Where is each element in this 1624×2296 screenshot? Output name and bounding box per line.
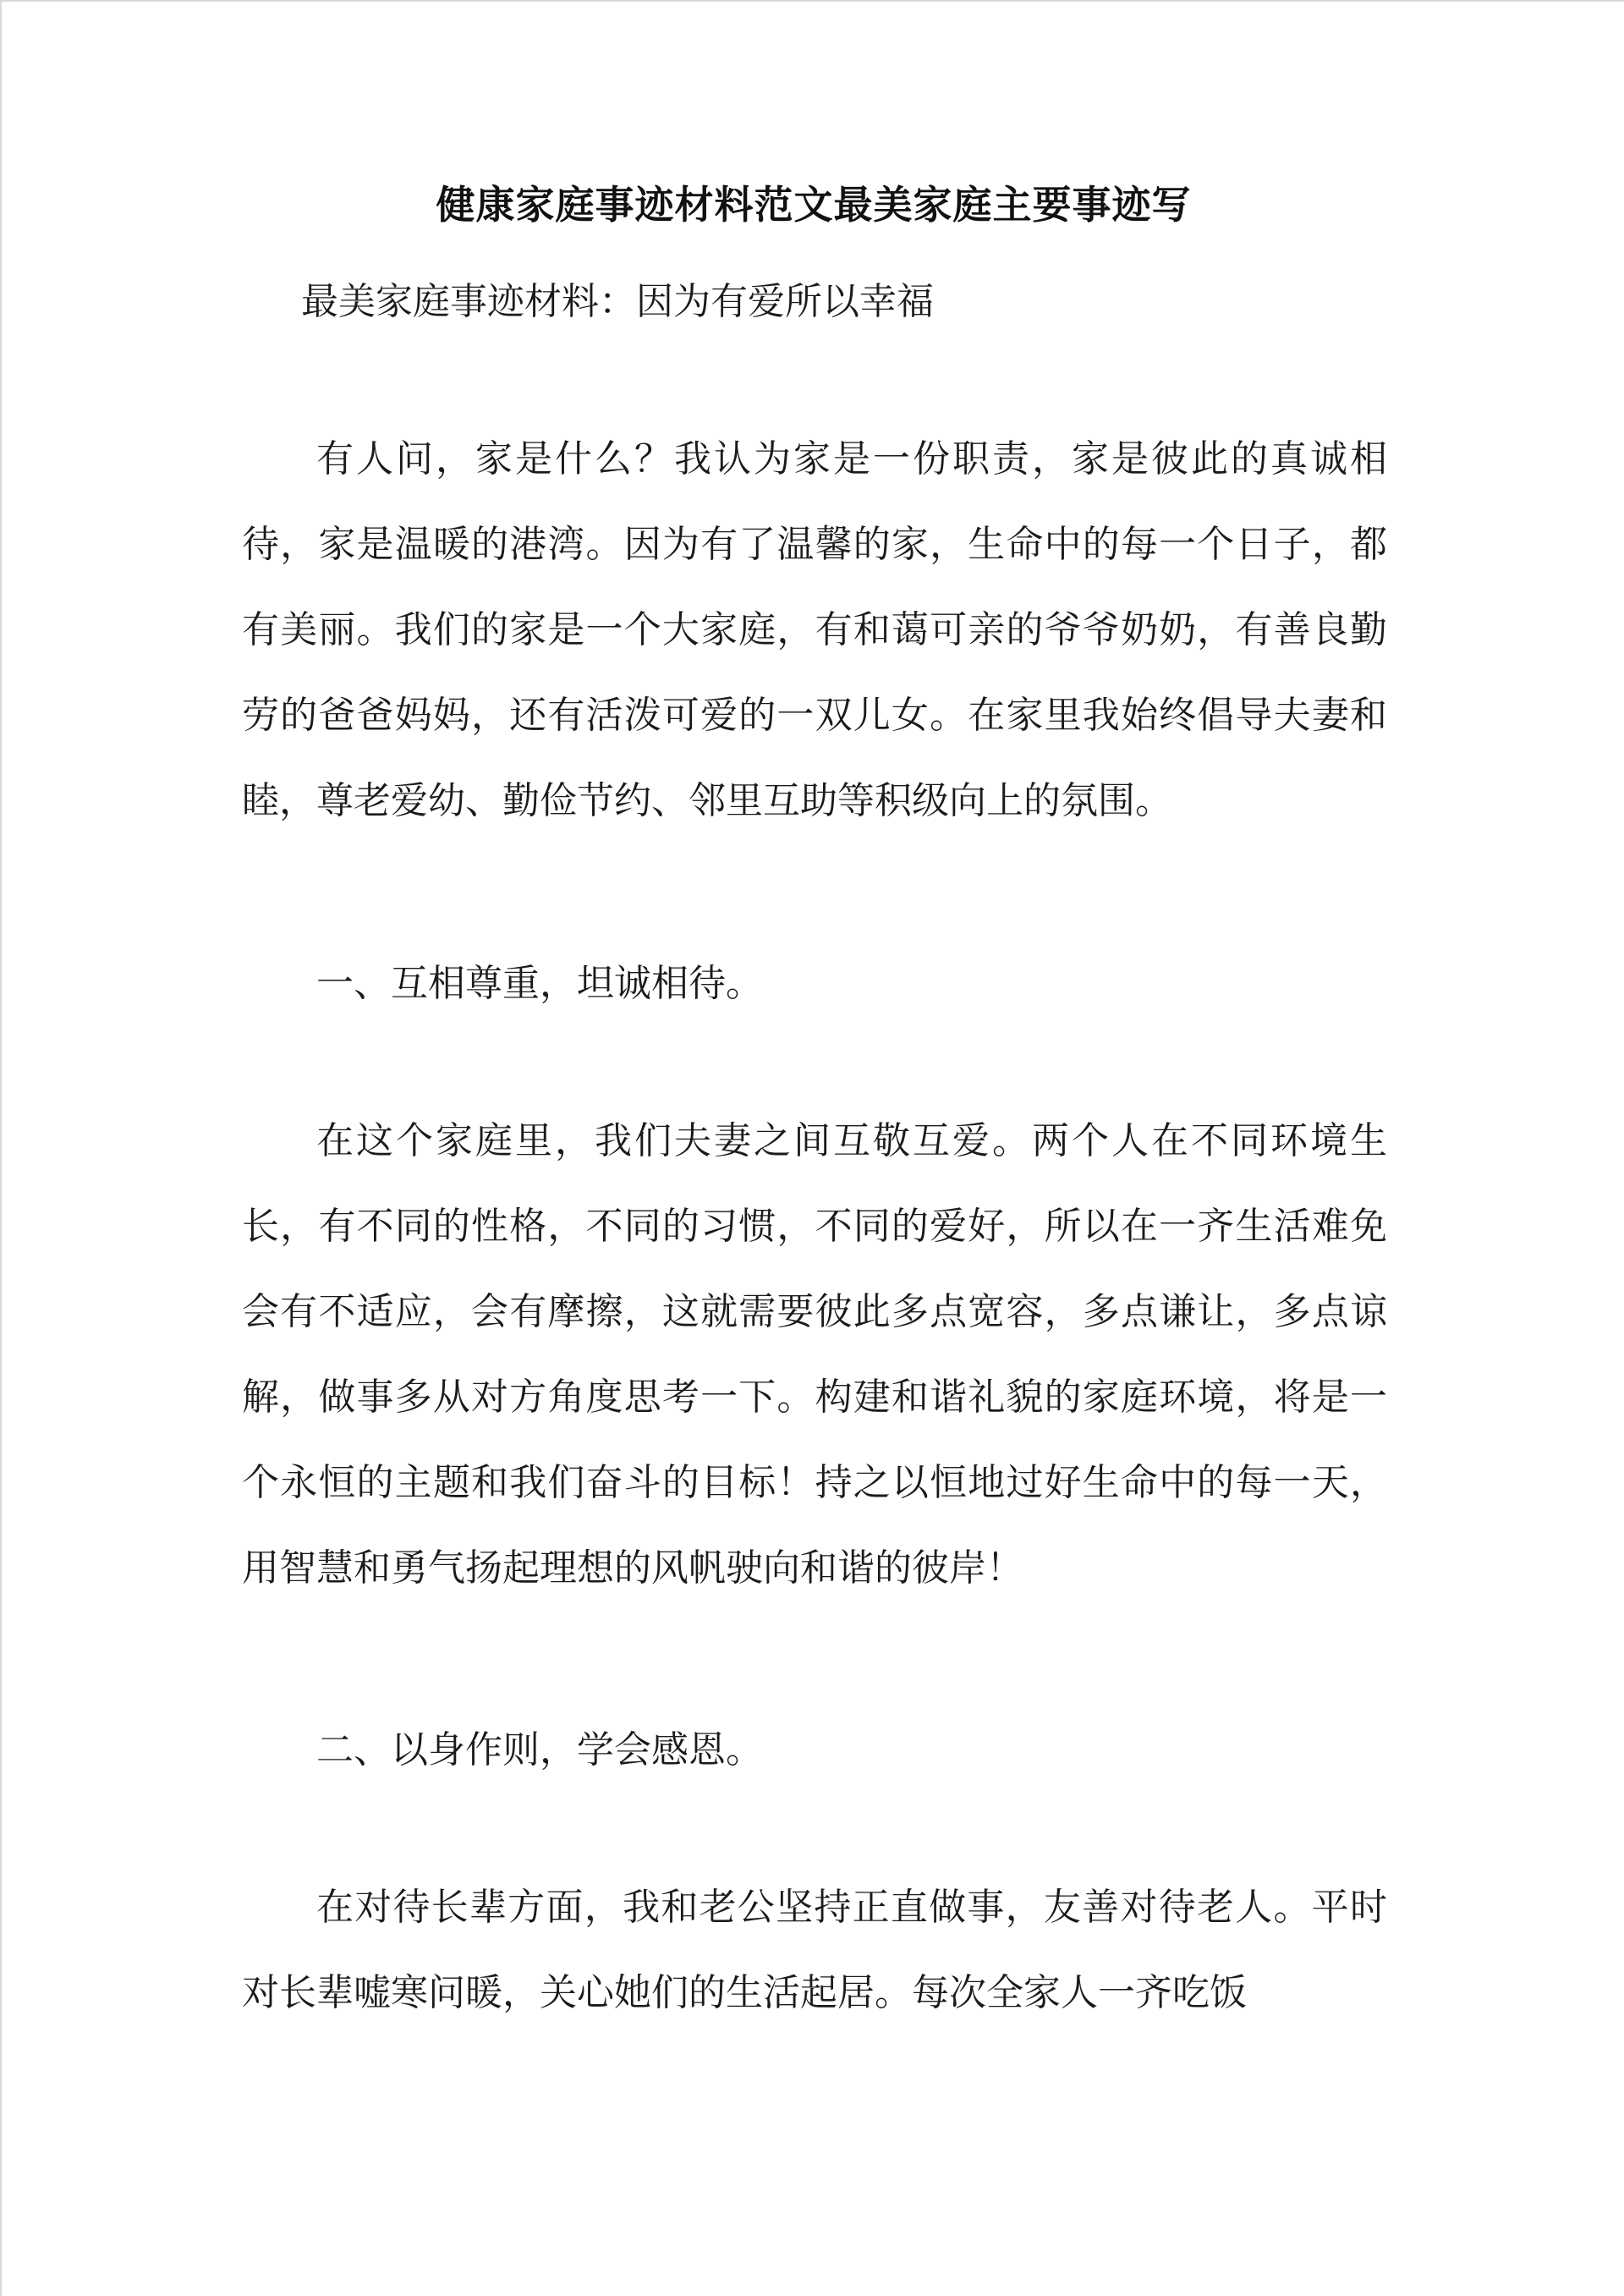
document-subtitle: 最美家庭事迹材料：因为有爱所以幸福 — [301, 280, 934, 323]
paragraph-text: 有人问，家是什么？我认为家是一份职责，家是彼此的真诚相待，家是温暖的港湾。因为有了温馨的家，生命中的每一个日子，都有美丽。我们的家是一个大家庭，有和蔼可亲的爷爷奶奶，有善良勤劳的爸爸妈妈，还有活泼可爱的一双儿女。在家里我始终倡导夫妻和睦，尊老爱幼、勤俭节约、邻里互助等积级向上的氛围。 — [242, 437, 1387, 822]
section-heading-text: 一、互相尊重，坦诚相待。 — [316, 962, 763, 1005]
section-heading-text: 二、以身作则，学会感恩。 — [316, 1728, 763, 1771]
paragraph-text: 在对待长辈方面，我和老公坚持正直做事，友善对待老人。平时对长辈嘘寒问暖，关心她们的生活起居。每次全家人一齐吃饭 — [242, 1886, 1387, 2014]
paragraph-intro — [242, 416, 1387, 843]
paragraph-text: 在这个家庭里，我们夫妻之间互敬互爱。两个人在不同环境生长，有不同的性格，不同的习惯，不同的爱好，所以在一齐生活难免会有不适应，会有摩擦，这就需要彼此多点宽容，多点谦让，多点谅解，做事多从对方角度思考一下。构建和谐礼貌的家庭环境，将是一个永恒的主题和我们奋斗的目标！持之以恒地过好生命中的每一天，用智慧和勇气扬起理想的风帆驶向和谐的彼岸！ — [242, 1119, 1387, 1590]
section-heading-2 — [242, 1707, 1387, 1793]
paragraph-section-2 — [242, 1865, 1387, 2035]
section-heading-1 — [242, 941, 1387, 1026]
document-title: 健康家庭事迹材料范文最美家庭主要事迹写 — [436, 182, 1192, 228]
paragraph-section-1 — [242, 1098, 1387, 1611]
